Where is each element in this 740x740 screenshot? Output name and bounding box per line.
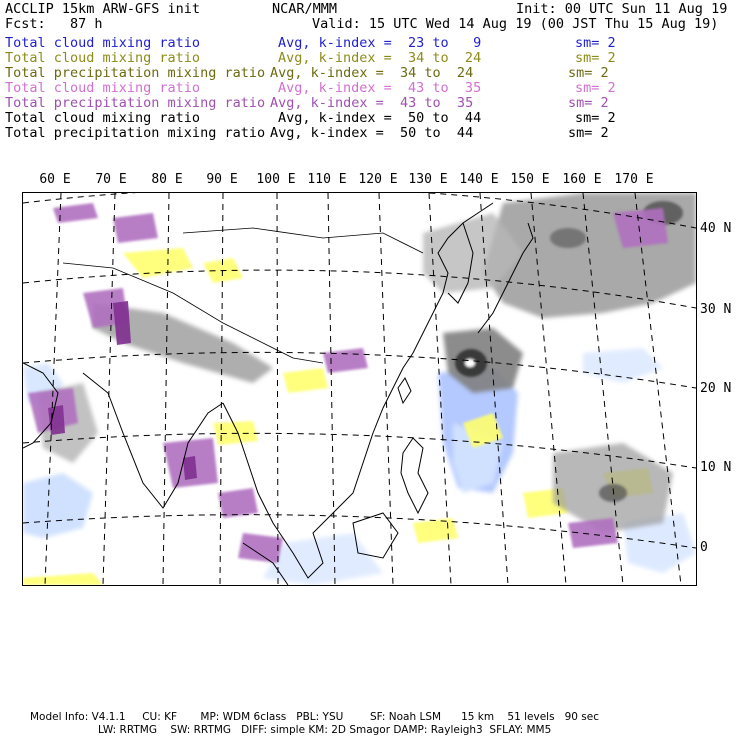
graticule-meridian-100e <box>277 193 278 585</box>
lat-label-20n: 20 N <box>700 381 732 396</box>
field-4-name: Total precipitation mixing ratio <box>5 95 266 111</box>
low-cloud-patch-mid <box>583 348 663 383</box>
field-5-name: Total cloud mixing ratio <box>5 110 201 126</box>
low-cloud-patch-india <box>23 473 93 538</box>
map-canvas <box>23 193 696 585</box>
lat-label-40n: 40 N <box>700 221 732 236</box>
upper-cloud-patch-9 <box>323 348 368 373</box>
lon-label-60e: 60 E <box>39 172 71 187</box>
graticule-meridian-90e <box>220 193 223 585</box>
upper-precip-patch-3 <box>183 456 197 480</box>
mid-cloud-patch-3 <box>283 368 328 393</box>
field-5-sm: sm= 2 <box>575 110 616 126</box>
lon-label-70e: 70 E <box>95 172 127 187</box>
map-panel <box>22 192 697 586</box>
high-precip-trop <box>599 484 627 502</box>
lon-label-100e: 100 E <box>256 172 296 187</box>
org-label: NCAR/MMM <box>272 1 338 17</box>
valid-time: Valid: 15 UTC Wed 14 Aug 19 (00 JST Thu 15 Aug 19) <box>312 16 719 32</box>
field-3-sm: sm= 2 <box>575 80 616 96</box>
mid-cloud-patch-1 <box>123 248 193 278</box>
field-4-sm: sm= 2 <box>568 95 609 111</box>
field-5-avg: Avg, k-index = 50 to 44 <box>278 110 482 126</box>
field-6-name: Total precipitation mixing ratio <box>5 125 266 141</box>
field-2-sm: sm= 2 <box>568 65 609 81</box>
upper-cloud-patch-10 <box>238 533 283 563</box>
init-time: Init: 00 UTC Sun 11 Aug 19 <box>516 1 728 17</box>
field-6-sm: sm= 2 <box>568 125 609 141</box>
lon-label-80e: 80 E <box>151 172 183 187</box>
upper-cloud-patch-2 <box>113 213 158 243</box>
graticule-meridian-110e <box>328 193 335 585</box>
field-4-avg: Avg, k-index = 43 to 35 <box>270 95 474 111</box>
lat-label-0: 0 <box>700 540 708 555</box>
lon-label-130e: 130 E <box>408 172 448 187</box>
lon-label-170e: 170 E <box>614 172 654 187</box>
lon-label-90e: 90 E <box>206 172 238 187</box>
lon-label-150e: 150 E <box>510 172 550 187</box>
model-info-line-2: LW: RRTMG SW: RRTMG DIFF: simple KM: 2D Smagor DAMP: Rayleigh3 SFLAY: MM5 <box>98 724 552 736</box>
lon-label-140e: 140 E <box>459 172 499 187</box>
border-mongolia <box>183 228 423 253</box>
coastline-taiwan <box>398 378 411 403</box>
model-title: ACCLIP 15km ARW-GFS init <box>5 1 201 17</box>
field-6-avg: Avg, k-index = 50 to 44 <box>270 125 474 141</box>
mid-cloud-patch-7 <box>23 573 103 585</box>
field-3-name: Total cloud mixing ratio <box>5 80 201 96</box>
field-1-name: Total cloud mixing ratio <box>5 50 201 66</box>
field-1-avg: Avg, k-index = 34 to 24 <box>278 50 482 66</box>
graticule-meridian-70e <box>103 193 115 585</box>
lon-label-120e: 120 E <box>358 172 398 187</box>
field-0-name: Total cloud mixing ratio <box>5 35 201 51</box>
forecast-hour: Fcst: 87 h <box>5 16 103 32</box>
field-1-sm: sm= 2 <box>575 50 616 66</box>
upper-cloud-patch-6 <box>218 488 258 518</box>
lon-label-160e: 160 E <box>562 172 602 187</box>
upper-precip-patch-2 <box>48 405 65 435</box>
lon-label-110e: 110 E <box>307 172 347 187</box>
field-3-avg: Avg, k-index = 43 to 35 <box>278 80 482 96</box>
field-0-avg: Avg, k-index = 23 to 9 <box>278 35 482 51</box>
lat-label-10n: 10 N <box>700 460 732 475</box>
field-2-avg: Avg, k-index = 34 to 24 <box>270 65 474 81</box>
lat-label-30n: 30 N <box>700 302 732 317</box>
coastline-philippines <box>401 438 428 513</box>
field-0-sm: sm= 2 <box>575 35 616 51</box>
mid-cloud-patch-8 <box>413 518 458 543</box>
high-precip-np <box>550 228 586 248</box>
graticule-meridian-120e <box>379 193 393 585</box>
field-2-name: Total precipitation mixing ratio <box>5 65 266 81</box>
model-info-line-1: Model Info: V4.1.1 CU: KF MP: WDM 6class PBL: YSU SF: Noah LSM 15 km 51 levels 90 sec <box>30 711 599 723</box>
